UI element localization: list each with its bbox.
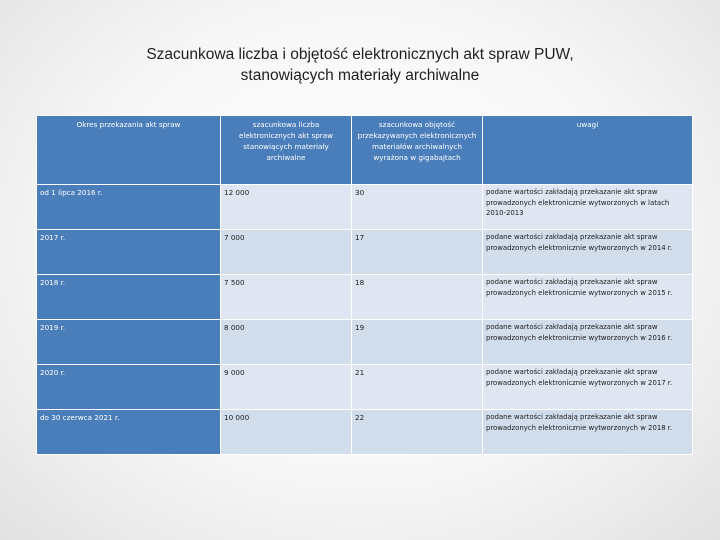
cell-count: 9 000	[221, 365, 352, 410]
header-count: szacunkowa liczba elektronicznych akt spraw stanowiących materiały archiwalne	[221, 116, 352, 185]
cell-period: 2020 r.	[37, 365, 221, 410]
cell-count: 7 500	[221, 275, 352, 320]
slide-title-line-2: stanowiących materiały archiwalne	[240, 67, 480, 84]
cell-note: podane wartości zakładają przekazanie akt spraw prowadzonych elektronicznie wytworzonych w 2018 r.	[483, 410, 693, 455]
table-row	[37, 320, 693, 365]
table-row	[37, 410, 693, 455]
table-row	[37, 185, 693, 230]
cell-period: 2017 r.	[37, 230, 221, 275]
cell-volume: 17	[352, 230, 483, 275]
table-row	[37, 365, 693, 410]
cell-note: podane wartości zakładają przekazanie akt spraw prowadzonych elektronicznie wytworzonych w 2014 r.	[483, 230, 693, 275]
cell-volume: 18	[352, 275, 483, 320]
table-row	[37, 275, 693, 320]
header-period: Okres przekazania akt spraw	[37, 116, 221, 185]
slide-title-line-1: Szacunkowa liczba i objętość elektronicznych akt spraw PUW,	[146, 46, 574, 63]
cell-volume: 22	[352, 410, 483, 455]
cell-note: podane wartości zakładają przekazanie akt spraw prowadzonych elektronicznie wytworzonych w 2017 r.	[483, 365, 693, 410]
cell-volume: 19	[352, 320, 483, 365]
cell-volume: 21	[352, 365, 483, 410]
table-row	[37, 230, 693, 275]
table-header-row	[37, 116, 693, 185]
cell-note: podane wartości zakładają przekazanie akt spraw prowadzonych elektronicznie wytworzonych w latach 2010-2013	[483, 185, 693, 230]
header-notes: uwagi	[483, 116, 693, 185]
cell-volume: 30	[352, 185, 483, 230]
cell-period: 2019 r.	[37, 320, 221, 365]
cell-count: 8 000	[221, 320, 352, 365]
cell-count: 7 000	[221, 230, 352, 275]
cell-note: podane wartości zakładają przekazanie akt spraw prowadzonych elektronicznie wytworzonych w 2016 r.	[483, 320, 693, 365]
cell-period: do 30 czerwca 2021 r.	[37, 410, 221, 455]
header-volume: szacunkowa objętość przekazywanych elektronicznych materiałów archiwalnych wyrażona w gigabajtach	[352, 116, 483, 185]
cell-period: 2018 r.	[37, 275, 221, 320]
slide-title	[60, 44, 660, 86]
cell-note: podane wartości zakładają przekazanie akt spraw prowadzonych elektronicznie wytworzonych w 2015 r.	[483, 275, 693, 320]
cell-count: 12 000	[221, 185, 352, 230]
cell-count: 10 000	[221, 410, 352, 455]
cell-period: od 1 lipca 2016 r.	[37, 185, 221, 230]
archive-estimate-table	[36, 115, 693, 455]
